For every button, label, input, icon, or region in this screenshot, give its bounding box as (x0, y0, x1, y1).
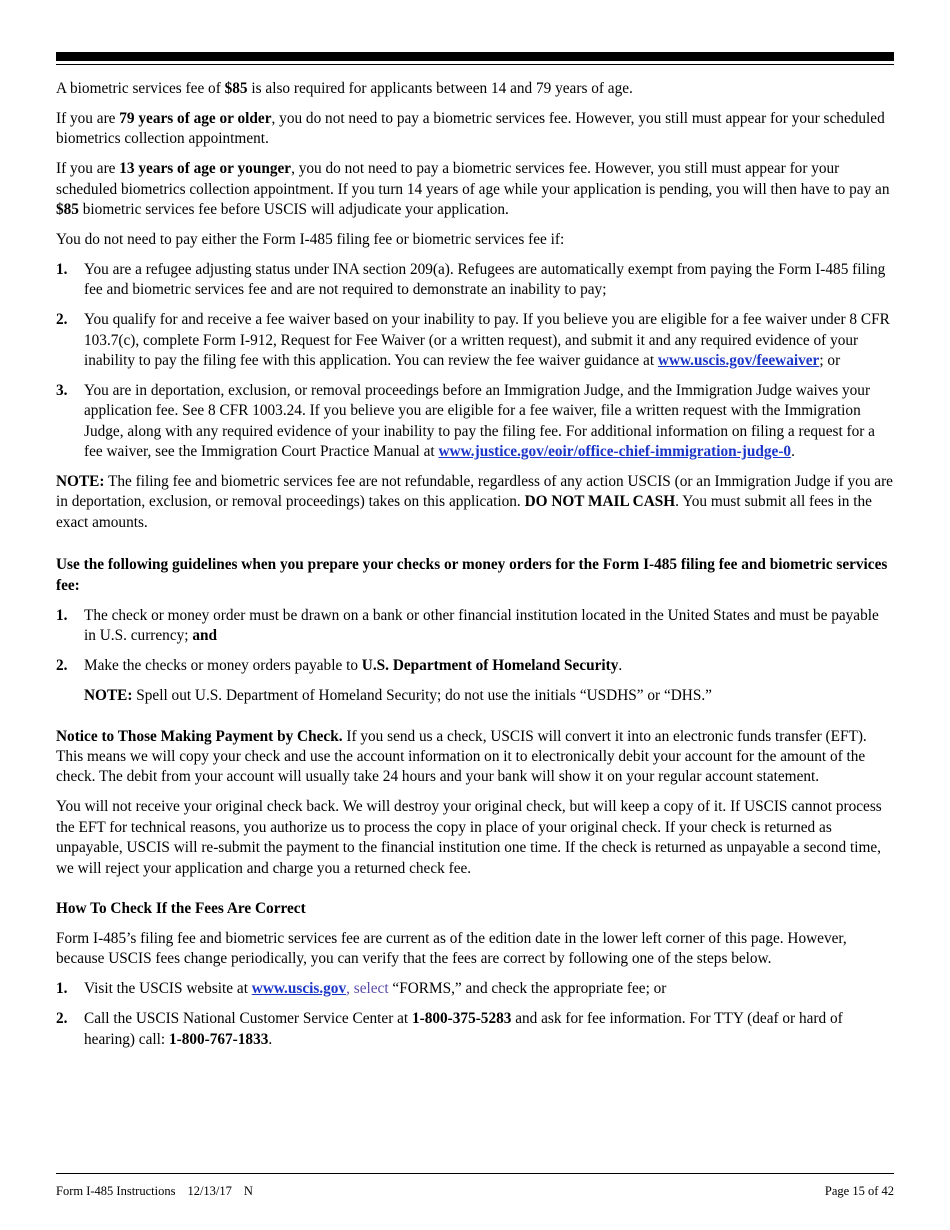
list-item: 2. You qualify for and receive a fee waiver based on your inability to pay. If you believe you are eligible for a fee waiver under 8 CFR 103.7(c), complete Form I-912, Request for Fee Waiver (or a written request), and submit it and any required evidence of your inability to pay the filing fee with this application. You can review the fee waiver guidance at www.uscis.gov/feewaiver; or (56, 311, 890, 369)
check-payment-notice: Notice to Those Making Payment by Check. If you send us a check, USCIS will convert it into an electronic funds transfer (EFT). This means we will copy your check and use the account information on it to electronically debit your account for the amount of the check. The debit from your account will usually take 24 hours and your bank will show it on your regular account statement. (56, 727, 867, 786)
list-item: 2. Call the USCIS National Customer Service Center at 1-800-375-5283 and ask for fee information. For TTY (deaf or hard of hearing) call: 1-800-767-1833. (56, 1010, 843, 1048)
page-content (56, 79, 894, 1059)
list-item: 3. You are in deportation, exclusion, or removal proceedings before an Immigration Judge, and the Immigration Judge waives your application fee. See 8 CFR 1003.24. If you believe you are eligible for a fee waiver, file a written request with the Immigration Judge, along with any required evidence of your inability to pay the filing fee. For additional information on filing a request for a fee waiver, see the Immigration Court Practice Manual at www.justice.gov/eoir/office-chief-immigration-judge-0. (56, 381, 875, 461)
header-rule (56, 52, 894, 61)
list-item: 1. Visit the USCIS website at www.uscis.gov, select “FORMS,” and check the appropriate fee; or (56, 980, 667, 998)
refund-note: NOTE: The filing fee and biometric services fee are not refundable, regardless of any action USCIS (or an Immigration Judge if you are in deportation, exclusion, or removal proceedings) takes on this application. DO NOT MAIL CASH. You must submit all fees in the exact amounts. (56, 473, 893, 531)
uscis-website-link[interactable]: www.uscis.gov (251, 980, 347, 998)
payment-guidelines-heading: Use the following guidelines when you prepare your checks or money orders for the Form I-485 filing fee and biometric services fee: (56, 556, 888, 594)
age-13-paragraph: If you are 13 years of age or younger, you do not need to pay a biometric services fee. However, you still must appear for your scheduled biometrics collection appointment. If you turn 14 years of age while your application is pending, you will then have to pay an $85 biometric services fee before USCIS will adjudicate your application. (56, 160, 890, 219)
dhs-note: NOTE: Spell out U.S. Department of Homeland Security; do not use the initials “USDHS” or “DHS.” (84, 687, 712, 705)
fees-current-paragraph: Form I-485’s filing fee and biometric services fee are current as of the edition date in the lower left corner of this page. However, because USCIS fees change periodically, you can verify that the fees are correct by following one of the steps below. (56, 929, 847, 968)
original-check-paragraph: You will not receive your original check back. We will destroy your original check, but will keep a copy of it. If USCIS cannot process the EFT for technical reasons, you authorize us to process the copy in place of your original check. If your check is returned as unpayable, USCIS will re-submit the payment to the financial institution one time. If the check is returned as unpayable a second time, we will reject your application and charge you a returned check fee. (56, 798, 882, 877)
list-item: 2. Make the checks or money orders payable to U.S. Department of Homeland Security. NOTE: Spell out U.S. Department of Homeland Security; do not use the initials “USDHS” or “DHS.” (56, 656, 894, 707)
list-item: 1. The check or money order must be drawn on a bank or other financial institution located in the United States and must be payable in U.S. currency; and (56, 606, 879, 644)
fee-exemption-intro: You do not need to pay either the Form I-485 filing fee or biometric services fee if: (56, 230, 565, 248)
biometric-fee-paragraph: A biometric services fee of $85 is also required for applicants between 14 and 79 years of age. (56, 80, 633, 97)
footer-rule (56, 1173, 894, 1174)
fees-correct-heading: How To Check If the Fees Are Correct (56, 900, 306, 917)
header-rule-thin (56, 64, 894, 65)
age-79-paragraph: If you are 79 years of age or older, you do not need to pay a biometric services fee. However, you still must appear for your scheduled biometrics collection appointment. (56, 109, 885, 148)
page-number: Page 15 of 42 (824, 1184, 894, 1198)
justice-gov-link[interactable]: www.justice.gov/eoir/office-chief-immigration-judge-0 (438, 443, 792, 461)
feewaiver-link[interactable]: www.uscis.gov/feewaiver (657, 351, 820, 369)
list-item: 1. You are a refugee adjusting status under INA section 209(a). Refugees are automatically exempt from paying the Form I-485 filing fee and biometric services fee and are not required to demonstrate an inability to pay; (56, 260, 886, 299)
footer-form-info: Form I-485 Instructions 12/13/17 N (56, 1184, 253, 1198)
